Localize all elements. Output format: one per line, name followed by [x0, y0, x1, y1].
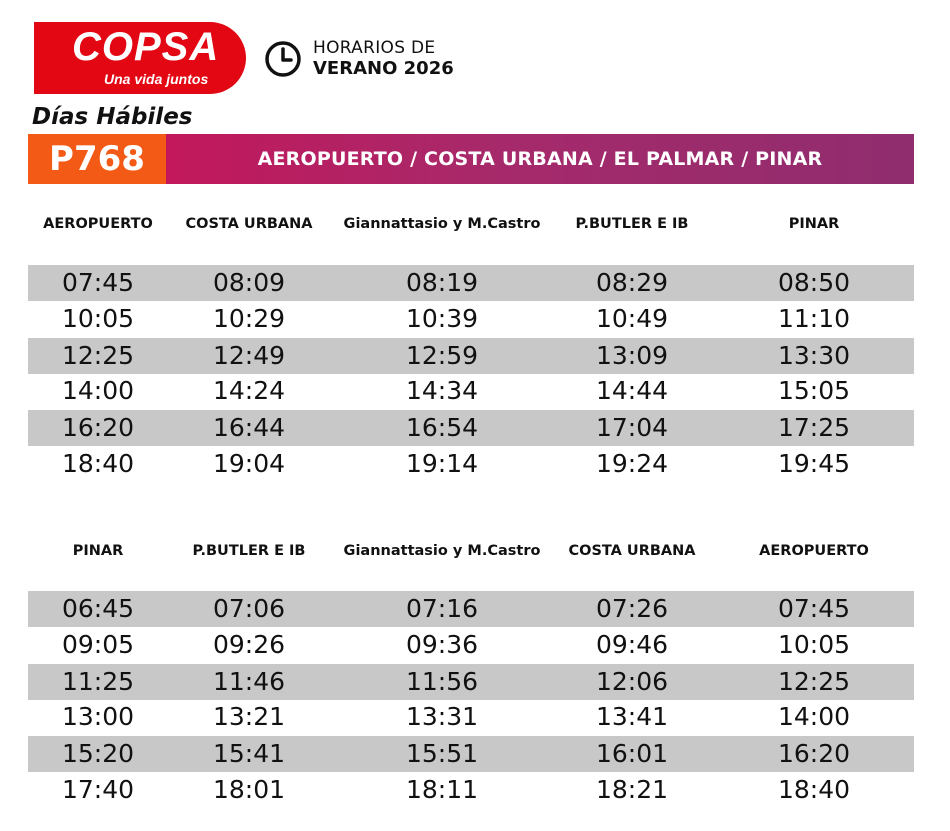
line-code-badge: P768 [28, 134, 166, 184]
outbound-header-stop: AEROPUERTO [43, 216, 153, 232]
inbound-header-row [0, 543, 950, 567]
outbound-header-stop: P.BUTLER E IB [575, 216, 689, 232]
inbound-header-stop: Giannattasio y M.Castro [343, 543, 541, 559]
season-name: VERANO 2026 [313, 58, 454, 79]
departure-time: 16:20 [777, 739, 851, 768]
departure-time: 07:16 [405, 594, 479, 623]
outbound-header-stop: COSTA URBANA [185, 216, 313, 232]
inbound-header-stop: COSTA URBANA [568, 543, 696, 559]
inbound-header-stop: PINAR [72, 543, 124, 559]
outbound-row [28, 373, 914, 409]
departure-time: 12:25 [61, 341, 135, 370]
departure-time: 15:41 [212, 739, 286, 768]
departure-time: 13:09 [595, 341, 669, 370]
departure-time: 17:25 [777, 413, 851, 442]
departure-time: 19:24 [595, 449, 669, 478]
departure-time: 12:49 [212, 341, 286, 370]
departure-time: 14:00 [61, 376, 135, 405]
departure-time: 19:04 [212, 449, 286, 478]
departure-time: 12:59 [405, 341, 479, 370]
departure-time: 07:45 [61, 268, 135, 297]
departure-time: 08:09 [212, 268, 286, 297]
brand-name: COPSA [72, 25, 220, 69]
inbound-header-stop: P.BUTLER E IB [192, 543, 306, 559]
inbound-row [28, 627, 914, 663]
departure-time: 18:01 [212, 775, 286, 804]
outbound-row [28, 446, 914, 482]
departure-time: 13:41 [595, 702, 669, 731]
departure-time: 07:06 [212, 594, 286, 623]
outbound-header-stop: Giannattasio y M.Castro [343, 216, 541, 232]
departure-time: 11:10 [777, 304, 851, 333]
outbound-row [28, 301, 914, 337]
departure-time: 09:05 [61, 630, 135, 659]
departure-time: 14:00 [777, 702, 851, 731]
departure-time: 16:20 [61, 413, 135, 442]
inbound-header-stop: AEROPUERTO [759, 543, 869, 559]
departure-time: 08:19 [405, 268, 479, 297]
departure-time: 10:05 [61, 304, 135, 333]
departure-time: 10:29 [212, 304, 286, 333]
outbound-row [28, 265, 914, 301]
outbound-header-stop: PINAR [788, 216, 840, 232]
departure-time: 18:21 [595, 775, 669, 804]
departure-time: 11:46 [212, 667, 286, 696]
departure-time: 14:24 [212, 376, 286, 405]
departure-time: 17:40 [61, 775, 135, 804]
day-type-title: Días Hábiles [32, 104, 193, 130]
departure-time: 07:45 [777, 594, 851, 623]
inbound-row [28, 591, 914, 627]
inbound-row [28, 772, 914, 808]
departure-time: 11:25 [61, 667, 135, 696]
departure-time: 09:36 [405, 630, 479, 659]
inbound-row [28, 664, 914, 700]
departure-time: 16:01 [595, 739, 669, 768]
clock-icon [264, 40, 302, 78]
departure-time: 15:20 [61, 739, 135, 768]
departure-time: 12:25 [777, 667, 851, 696]
departure-time: 10:05 [777, 630, 851, 659]
inbound-row [28, 699, 914, 735]
departure-time: 06:45 [61, 594, 135, 623]
departure-time: 14:44 [595, 376, 669, 405]
departure-time: 18:40 [61, 449, 135, 478]
departure-time: 08:29 [595, 268, 669, 297]
route-name-bar: AEROPUERTO / COSTA URBANA / EL PALMAR / PINAR [166, 134, 914, 184]
departure-time: 13:31 [405, 702, 479, 731]
outbound-row [28, 338, 914, 374]
outbound-header-row [0, 216, 950, 240]
departure-time: 15:05 [777, 376, 851, 405]
inbound-row [28, 736, 914, 772]
departure-time: 17:04 [595, 413, 669, 442]
departure-time: 13:30 [777, 341, 851, 370]
departure-time: 10:49 [595, 304, 669, 333]
copsa-logo [34, 22, 246, 94]
departure-time: 13:21 [212, 702, 286, 731]
departure-time: 11:56 [405, 667, 479, 696]
departure-time: 15:51 [405, 739, 479, 768]
departure-time: 09:46 [595, 630, 669, 659]
departure-time: 10:39 [405, 304, 479, 333]
departure-time: 19:45 [777, 449, 851, 478]
departure-time: 18:40 [777, 775, 851, 804]
departure-time: 08:50 [777, 268, 851, 297]
brand-tagline: Una vida juntos [104, 71, 209, 87]
season-label: HORARIOS DE [313, 38, 436, 58]
departure-time: 09:26 [212, 630, 286, 659]
departure-time: 13:00 [61, 702, 135, 731]
departure-time: 16:44 [212, 413, 286, 442]
outbound-row [28, 410, 914, 446]
departure-time: 14:34 [405, 376, 479, 405]
departure-time: 12:06 [595, 667, 669, 696]
departure-time: 18:11 [405, 775, 479, 804]
departure-time: 19:14 [405, 449, 479, 478]
departure-time: 07:26 [595, 594, 669, 623]
departure-time: 16:54 [405, 413, 479, 442]
